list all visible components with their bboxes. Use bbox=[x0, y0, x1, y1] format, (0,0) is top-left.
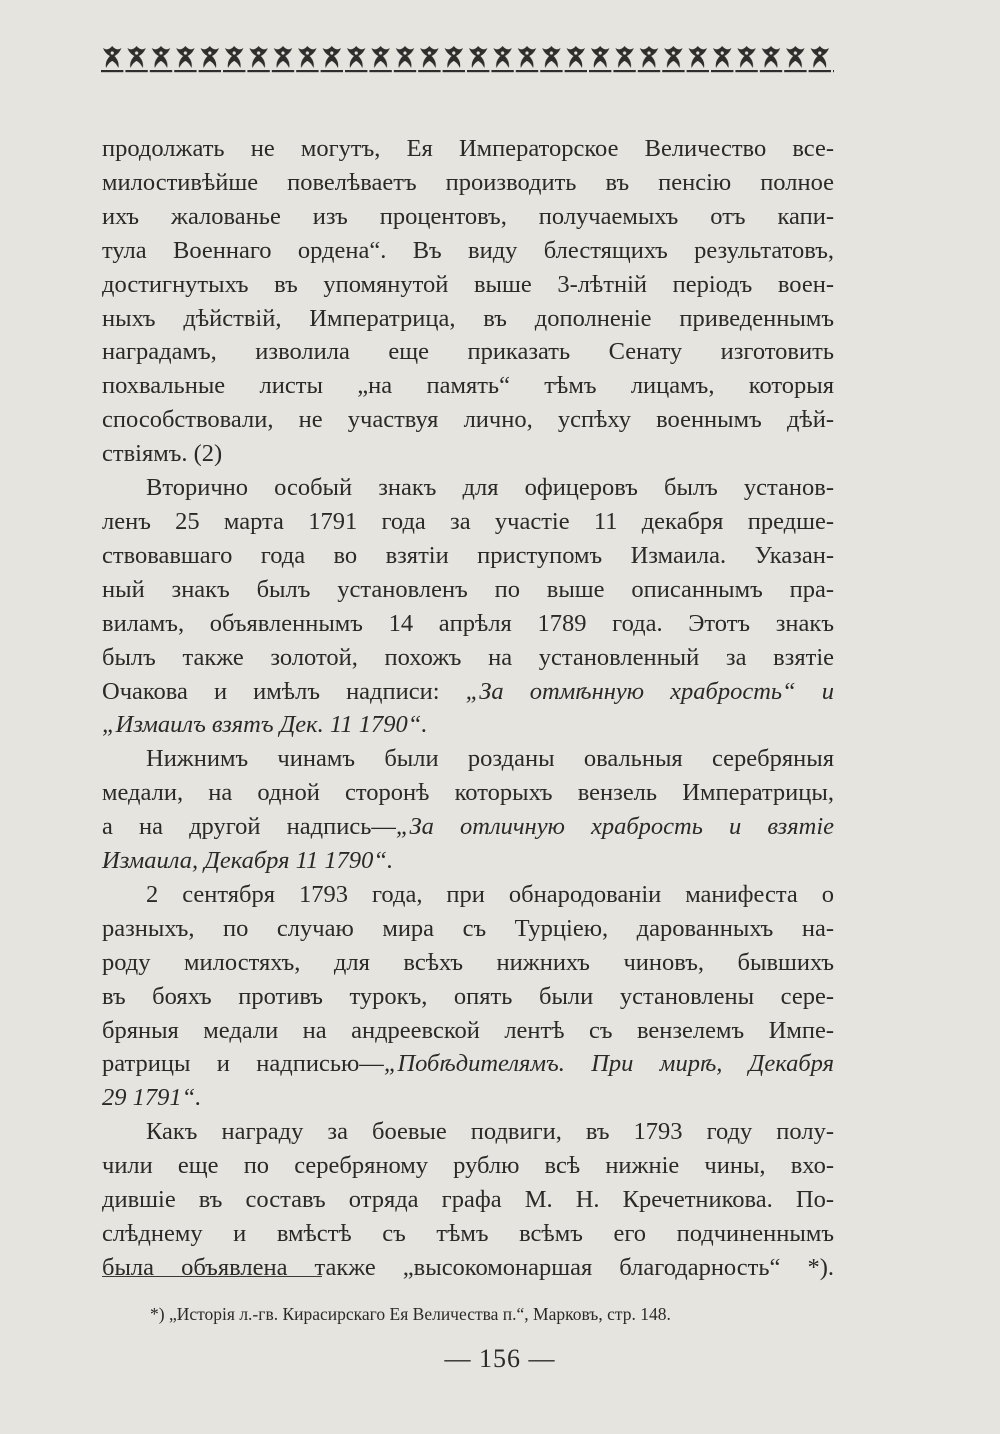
text-line: „Измаилъ взятъ Дек. 11 1790“. bbox=[102, 711, 428, 739]
footnote-divider bbox=[102, 1276, 322, 1277]
text-line: ный знакъ былъ установленъ по выше описаннымъ пра- bbox=[102, 575, 834, 603]
text-line: Очакова и имѣлъ надписи: „За отмѣнную храбрость“ и bbox=[102, 677, 835, 705]
text-line: ствіямъ. (2) bbox=[102, 440, 223, 468]
text-line: 2 сентября 1793 года, при обнародованіи манифеста о bbox=[146, 880, 834, 908]
ornament-border bbox=[100, 44, 834, 74]
page-number: — 156 — bbox=[444, 1344, 556, 1373]
text-line: былъ также золотой, похожъ на установленный за взятіе bbox=[102, 643, 834, 671]
text-line: способствовали, не участвуя лично, успѣху военнымъ дѣй- bbox=[102, 406, 834, 434]
text-line: 29 1791“. bbox=[102, 1084, 202, 1112]
text-line: ратрицы и надписью—„Побѣдителямъ. При мирѣ, Декабря bbox=[102, 1050, 834, 1078]
text-line: ствовавшаго года во взятіи приступомъ Измаила. Указан- bbox=[102, 541, 834, 569]
text-line: ихъ жалованье изъ процентовъ, получаемыхъ отъ капи- bbox=[102, 202, 834, 230]
text-line: ныхъ дѣйствій, Императрица, въ дополненіе приведеннымъ bbox=[102, 304, 834, 332]
text-line: Нижнимъ чинамъ были розданы овальныя серебряныя bbox=[146, 745, 834, 773]
text-line: чили еще по серебряному рублю всѣ нижніе чины, вхо- bbox=[102, 1152, 834, 1180]
text-line: медали, на одной сторонѣ которыхъ вензель Императрицы, bbox=[102, 779, 834, 807]
text-line: милостивѣйше повелѣваетъ производить въ пенсію полное bbox=[102, 168, 834, 196]
text-line: продолжать не могутъ, Ея Императорское Величество все- bbox=[102, 135, 834, 162]
decorative-header-ornament bbox=[100, 44, 834, 74]
text-line: наградамъ, изволила еще приказать Сенату изготовить bbox=[102, 338, 834, 366]
text-line: была объявлена также „высокомонаршая благодарность“ *). bbox=[102, 1253, 834, 1281]
text-line: виламъ, объявленнымъ 14 aпрѣля 1789 года. Этотъ знакъ bbox=[102, 609, 834, 637]
text-line: разныхъ, по случаю мира съ Турціею, дарованныхъ на- bbox=[102, 914, 834, 942]
text-line: Вторично особый знакъ для офицеровъ былъ установ- bbox=[146, 474, 834, 502]
body-text bbox=[102, 132, 834, 1285]
text-line: дившіе въ составъ отряда графа М. Н. Кречетникова. По- bbox=[102, 1186, 834, 1214]
text-line: Измаила, Декабря 11 1790“. bbox=[102, 847, 394, 875]
text-line: бряныя медали на андреевской лентѣ съ вензелемъ Импе- bbox=[102, 1016, 834, 1044]
footnote: *) „Исторія л.-гв. Кирасирскаго Ея Величества п.“, Марковъ, стр. 148. bbox=[150, 1304, 671, 1324]
text-line: похвальные листы „на память“ тѣмъ лицамъ, которыя bbox=[102, 372, 834, 400]
text-line: въ бояхъ противъ турокъ, опять были установлены сере- bbox=[102, 982, 834, 1010]
text-line: ленъ 25 марта 1791 года за участіе 11 декабря предше- bbox=[102, 507, 834, 535]
text-line: тула Военнаго ордена“. Въ виду блестящихъ результатовъ, bbox=[102, 236, 834, 264]
text-line: достигнутыхъ въ упомянутой выше 3-лѣтній періодъ воен- bbox=[102, 270, 834, 298]
text-line: роду милостяхъ, для всѣхъ нижнихъ чиновъ, бывшихъ bbox=[102, 948, 834, 976]
text-line: а на другой надпись—„За отличную храбрость и взятіе bbox=[102, 813, 834, 841]
text-line: Какъ награду за боевые подвиги, въ 1793 году полу- bbox=[146, 1118, 834, 1146]
text-line: слѣднему и вмѣстѣ съ тѣмъ всѣмъ его подчиненнымъ bbox=[102, 1220, 834, 1247]
